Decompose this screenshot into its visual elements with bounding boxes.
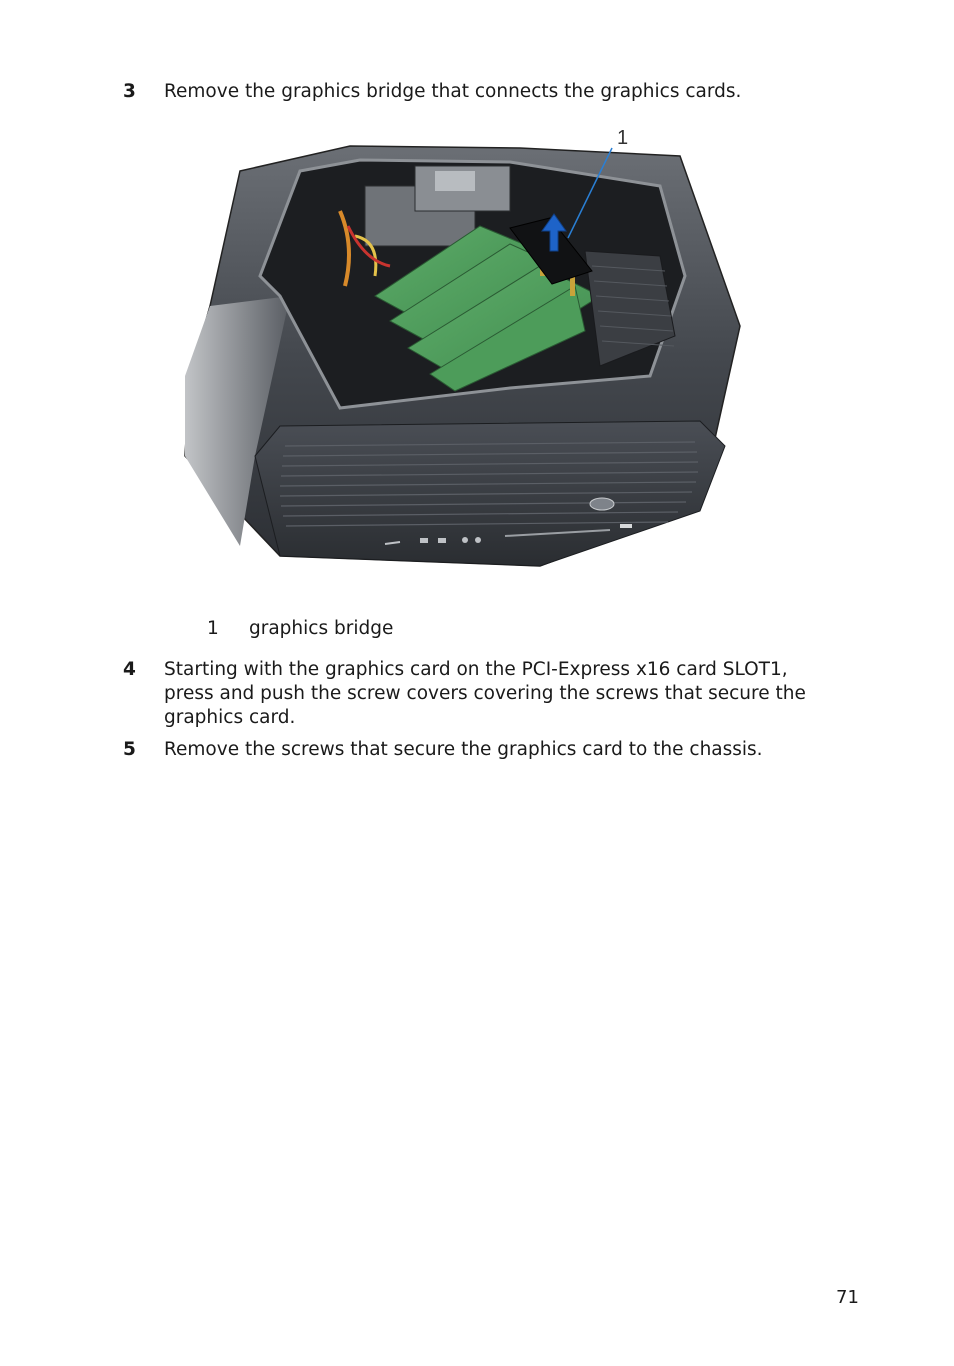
step-4: [123, 658, 833, 730]
step-number: 5: [123, 739, 136, 760]
callout-number: 1: [617, 127, 629, 149]
page-number: 71: [836, 1287, 859, 1308]
step-number: 3: [123, 81, 136, 102]
step-text: Starting with the graphics card on the PCI-Express x16 card SLOT1, press and push the screw covers covering the screws that secure the graphics card.: [164, 659, 806, 728]
step-number: 4: [123, 659, 136, 680]
chassis-illustration: [180, 126, 760, 576]
step-text: Remove the screws that secure the graphics card to the chassis.: [164, 739, 763, 760]
legend-number: 1: [207, 618, 219, 639]
power-button-icon: [590, 498, 614, 510]
legend-label: graphics bridge: [249, 618, 394, 639]
step-text: Remove the graphics bridge that connects the graphics cards.: [164, 81, 742, 102]
step-3: [123, 80, 833, 104]
step-5: [123, 738, 833, 762]
